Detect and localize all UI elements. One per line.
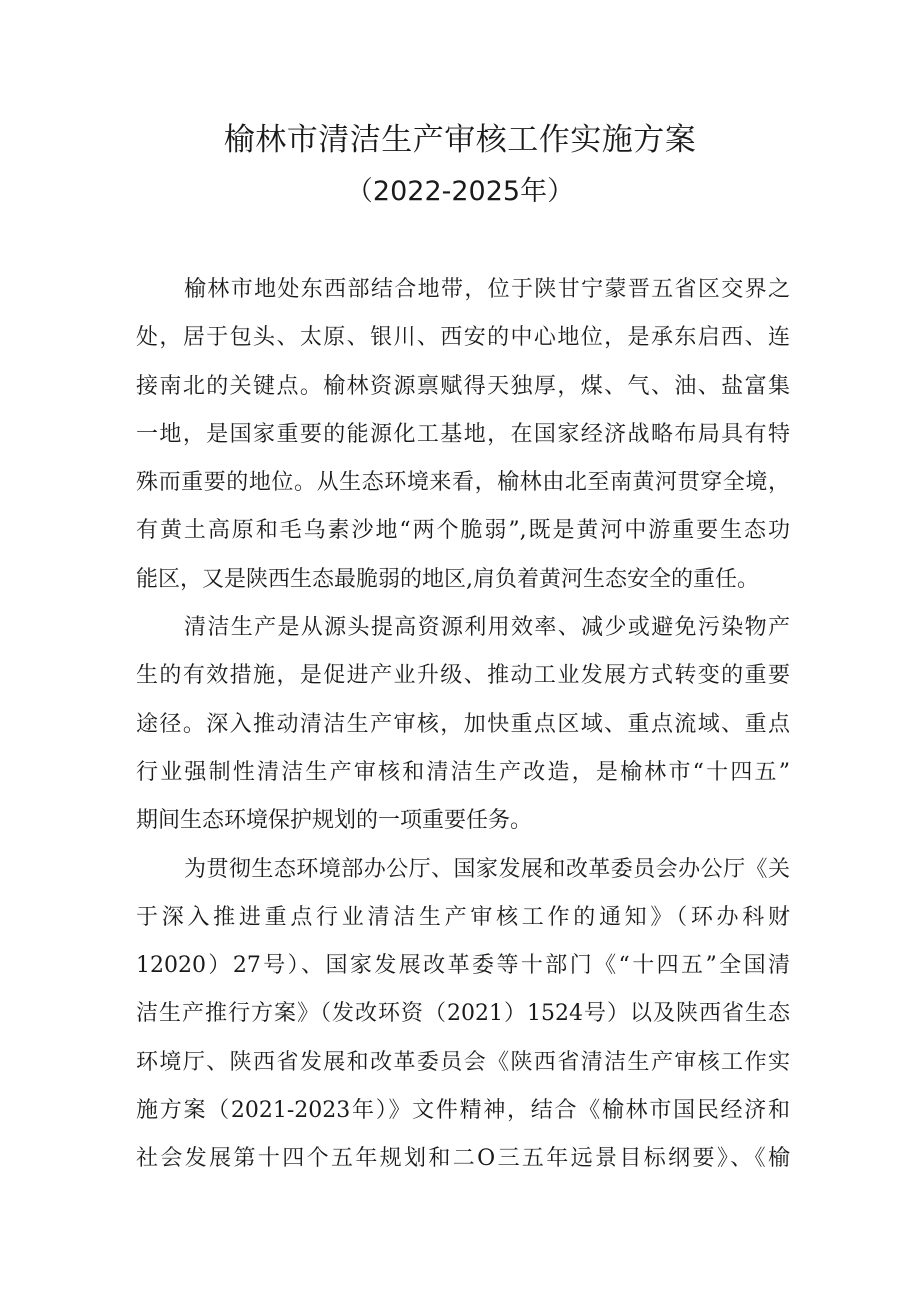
paragraph-3-line-7: 社会发展第十四个五年规划和二O三五年远景目标纲要》、《榆: [136, 1146, 790, 1172]
paragraph-2-line-5: 期间生态环境保护规划的一项重要任务。: [136, 808, 533, 834]
paragraph-1-line-1: 榆林市地处东西部结合地带，位于陕甘宁蒙晋五省区交界之: [184, 277, 790, 302]
paragraph-1-line-2: 处，居于包头、太原、银川、西安的中心地位，是承东启西、连: [136, 325, 790, 351]
paragraph-1-line-6: 有黄土高原和毛乌素沙地“两个脆弱”,既是黄河中游重要生态功: [136, 518, 790, 544]
paragraph-1-line-7: 能区，又是陕西生态最脆弱的地区,肩负着黄河生态安全的重任。: [136, 566, 759, 592]
paragraph-3-line-5: 环境厅、陕西省发展和改革委员会《陕西省清洁生产审核工作实: [136, 1049, 790, 1075]
paragraph-3-line-6: 施方案（2021-2023年）》文件精神，结合《榆林市国民经济和: [136, 1098, 790, 1124]
paragraph-2-line-3: 途径。深入推动清洁生产审核，加快重点区域、重点流域、重点: [136, 711, 790, 737]
paragraph-3-line-2: 于深入推进重点行业清洁生产审核工作的通知》（环办科财: [136, 904, 790, 930]
paragraph-2-line-4: 行业强制性清洁生产审核和清洁生产改造，是榆林市“十四五”: [136, 759, 790, 785]
paragraph-1-line-4: 一地，是国家重要的能源化工基地，在国家经济战略布局具有特: [136, 421, 790, 447]
document-body: [136, 266, 790, 1184]
document-subtitle: （2022-2025年）: [345, 176, 575, 207]
paragraph-2-line-1: 清洁生产是从源头提高资源利用效率、减少或避免污染物产: [184, 615, 790, 641]
paragraph-1-line-5: 殊而重要的地位。从生态环境来看，榆林由北至南黄河贯穿全境，: [136, 470, 790, 496]
document-title: 榆林市清洁生产审核工作实施方案: [223, 122, 697, 158]
paragraph-1-line-3: 接南北的关键点。榆林资源禀赋得天独厚，煤、气、油、盐富集: [136, 373, 790, 399]
paragraph-3-line-1: 为贯彻生态环境部办公厅、国家发展和改革委员会办公厅《关: [184, 856, 790, 882]
paragraph-3-line-4: 洁生产推行方案》（发改环资（2021）1524号）以及陕西省生态: [136, 1001, 790, 1027]
paragraph-2-line-2: 生的有效措施，是促进产业升级、推动工业发展方式转变的重要: [136, 663, 790, 689]
paragraph-3-line-3: 12020）27号）、国家发展改革委等十部门《“十四五”全国清: [136, 953, 790, 979]
